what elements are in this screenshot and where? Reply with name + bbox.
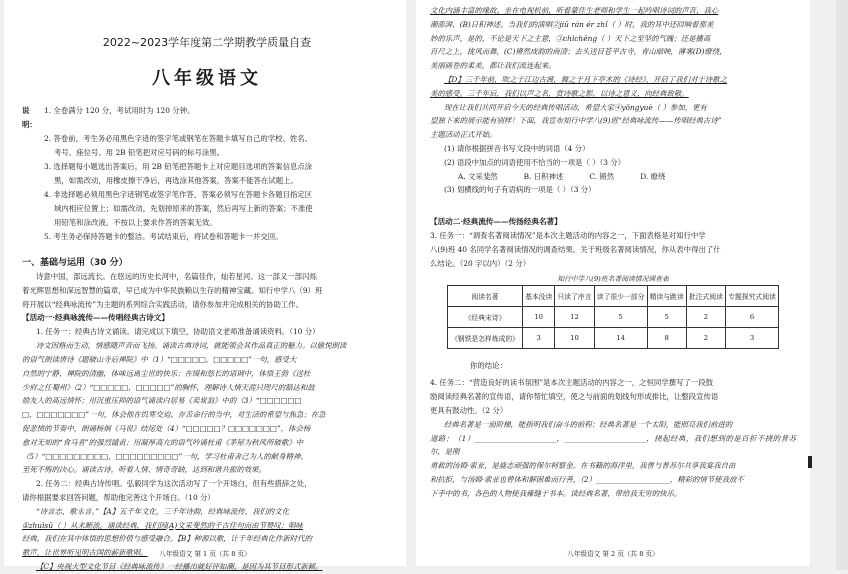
- task-2-line: 2. 任务二：经典古诗传唱。弘毅同学为这次活动写了一个开场白，但有些措辞之处，: [36, 479, 312, 489]
- task-1-line: 的语气朗读唐诗《题破山寺后禅院》中（1）“□□□□□，□□□□□”一句，感受大: [22, 354, 297, 364]
- passage-line: 妙的乐声，是的，不论是天下之主意，③chìchěng（ ）天下之至坚的气魄；还是播高: [430, 33, 711, 43]
- survey-table: [447, 285, 779, 349]
- note-line: 2. 答卷前，考生务必用黑色字迹的签字笔或钢笔在答题卡填写自己的学校、姓名、: [44, 134, 313, 143]
- table-header-cell: 读了很少一部分: [594, 285, 647, 306]
- note-line: 考号、座位号。用 2B 铅笔把对应号码的标号涂黑。: [54, 148, 225, 157]
- table-cell: 《钢铁是怎样炼成的》: [448, 327, 523, 348]
- table-cell: 3: [523, 327, 555, 348]
- note-line: 黑，如需改动，用橡皮擦干净后，再选涂其他答案，答案不能答在试题上。: [54, 176, 298, 185]
- answer-options: [430, 170, 796, 184]
- table-header-cell: 专题探究式阅读: [726, 285, 779, 306]
- note-line: 域内相应位置上；如需改动，先划掉原来的答案，然后再写上新的答案；不准使: [54, 204, 313, 213]
- task-4-body-line: 和抗拒，与汤姆·索亚也曾体和解困难而行善，（2）____________________，精彩的情节使我放不: [430, 474, 744, 484]
- table-caption: 知行中学八(9)班名著阅读情况调查表: [557, 274, 669, 283]
- table-cell: 5: [647, 306, 686, 327]
- table-header-row: [448, 285, 779, 306]
- exam-page-1: [4, 0, 406, 571]
- note-line: 用铅笔和涂改液。不按以上要求作答的答案无效。: [54, 218, 217, 227]
- quote-line: “诗言志，歌永言。”【A】五千年文化，三千年诗韵，经典咏流传，我们的文化: [36, 506, 290, 516]
- exam-page-2: [416, 0, 810, 566]
- task-4-body-line: 下手中的书，各色的人物使我雍缝于书本。读经典名著，带给我无穷的快乐。: [430, 488, 682, 498]
- quote-line: 【C】央视大型文化节目《经典咏流传》一经播出就好评如潮，是因为其节目形式新颖。: [36, 561, 323, 571]
- passage-line: 百尺之上，拢风而舞，(C)锵然成韵的商清；去头送目苍平古寺，青山暗映，薄雾(D)缭绕，: [430, 47, 727, 57]
- table-cell: 8: [647, 327, 686, 348]
- passage-line: 【D】三千年前，吹之于江边古渡，舞之于月下亭木的《诗经》，开启了我们对于诗歌之: [444, 74, 728, 84]
- question-line: (3) 划横线的句子有语病的一项是（ ）（3 分）: [444, 185, 596, 195]
- section-title: 一、基础与运用（30 分）: [22, 258, 128, 268]
- option-d: D. 缭绕: [640, 171, 666, 181]
- vertical-scrollbar[interactable]: [836, 0, 848, 570]
- question-line: (1) 请你根据拼音书写文段中的词语（4 分）: [444, 143, 590, 153]
- task-4-line: 4. 任务二：“营造良好的读书氛围”是本次主题活动的内容之一，之恒同学撰写了一段鼓: [430, 378, 714, 388]
- task-4-body-line: 经典名著是一扇阶梯，能指明我们奋斗的前程；经典名著是一个太阳，能照亮我们前进的: [444, 419, 733, 429]
- instructions-label: 说明：: [22, 106, 37, 129]
- exam-title: 八年级语文: [152, 68, 262, 89]
- note-line: 3. 选择题每小题选出答案后，用 2B 铅笔把答题卡上对应题目选项的答案信息点涂: [44, 162, 313, 171]
- passage-line: 文化内涵丰富的缘故。坐在电视机前，听着蒙佳生老师和学生一起吟唱诗词的声音，我心: [430, 6, 719, 15]
- activity-2-heading: 【活动二·经典流传——传扬经典名著】: [430, 217, 562, 227]
- exam-instructions: [22, 104, 392, 244]
- task-1-line: 励友人的高远情怀；用沉重压抑的语气诵读白居易《卖炭翁》中的（3）“□□□□□□: [22, 396, 302, 406]
- table-cell: 14: [594, 327, 647, 348]
- conclusion-label: 你的结论：: [470, 360, 507, 370]
- table-row: [448, 327, 779, 348]
- table-header-cell: 批注式阅读: [686, 285, 725, 306]
- scroll-marker[interactable]: [808, 456, 812, 468]
- task-1-line: 促悲愤的节奏中，朗诵杨炯《马说》结尾处（4）“□□□□□？□□□□□□□”，体会杨: [22, 423, 311, 433]
- passage-line: 望独下来的展示能有别样！下面，我宣布知行中学八(9)班“经典咏流传——传唱经典古诗”: [430, 116, 722, 126]
- task-1-heading: 1. 任务一：经典古诗文诵读。请完成以下填空，协助语文老师准备诵读资料。（10 分）: [36, 327, 320, 337]
- task-1-line: □，□□□□□□□”一句，体会他在饥寒交迫、存苦命行的当中，对生活的希望与焦急；在急: [22, 410, 326, 420]
- passage-line: 现在让我们共同开启今天的经典传唱活动，希望大家④yǒngyuè（ ）参加，更有: [444, 102, 707, 112]
- option-b: B. 日积神述: [523, 171, 564, 181]
- table-cell: 《经典宋诗》: [448, 306, 523, 327]
- task-1-line: （5）“□□□□□□□□□，□□□□□□□□□”一句，学习杜甫舍己为人的献身精神、: [22, 451, 308, 461]
- note-line: 4. 非选择题必须用黑色字迹钢笔或签字笔作答，答案必须写在答题卡各题目指定区: [44, 190, 313, 199]
- table-header-cell: 阅读名著: [448, 285, 523, 306]
- table-cell: 3: [726, 327, 779, 348]
- table-row: [448, 306, 779, 327]
- table-cell: 12: [555, 306, 594, 327]
- task-1-line: 自然的宁静、禅院的清幽，体味远离尘世的快乐；在缓和悠长的语调中，体悟王勃《送杜: [22, 368, 311, 378]
- passage-line: 美丽画卷的柔美，都让我们流连起来。: [430, 61, 556, 71]
- task-4-body-line: 道路；（1）______________________，______________________，挠起经典，我们想到的是百折不挠的普苏尔，是刚: [430, 433, 796, 457]
- table-header-cell: 只读了序言: [555, 285, 594, 306]
- quote-line: 歌声，让世界听见明古国的薪新歌唱。: [22, 548, 148, 558]
- task-1-line: 愈对无知的“食马者”的强烈谴责；用凝厚高亢的语气吟诵杜甫《茅屋为秋风所破歌》中: [22, 437, 304, 447]
- table-header-cell: 基本没读: [523, 285, 555, 306]
- task-4-line: 励阅读经典名著的宣传语，请你帮忙填空，使之与前面的划线句形成排比，让整段宣传语: [430, 392, 719, 402]
- table-cell: 10: [555, 327, 594, 348]
- task-3-line: 么结论。（20 字以内）（2 分）: [430, 258, 531, 268]
- task-3-line: 3. 任务一：“调查名著阅读情况”是本次主题活动的内容之一，下面表格是对知行中学: [430, 231, 706, 241]
- table-cell: 10: [523, 306, 555, 327]
- activity-1-heading: 【活动一·经典咏流传——传唱经典古诗文】: [22, 313, 169, 323]
- exam-subtitle: 2022~2023学年度第二学期教学质量自查: [102, 36, 312, 49]
- task-2-line: 请你根据要求回答问题，帮助他完善这个开场白。（10 分）: [22, 492, 215, 502]
- task-1-line: 少府之任蜀州》（2）“□□□□□，□□□□□”的胸怀，理解诗人情天涯只咫尺的豁达和鼓: [22, 382, 315, 392]
- table-cell: 6: [726, 306, 779, 327]
- task-4-body-line: 勇救的汤姆·索亚，是鹿志顽强的保尔柯察金。在书籍的海洋里，我曾与普苏尔共享我宴我自由: [430, 461, 736, 471]
- passage-line: 美的感受。三千年后，我们以声之名，赏诗歌之影，以诗之意义，向经典致敬。: [430, 88, 689, 98]
- page-footer: 八年级语文 第 1 页（共 8 页）: [159, 550, 251, 558]
- passage-line: 主题活动正式开始。: [430, 130, 497, 140]
- intro-line: 将开展以“经典咏流传”为主题的系列综合实践活动，请你参加并完成相关的协助工作。: [22, 299, 304, 309]
- task-4-line: 更具有鼓动性。（2 分）: [430, 405, 508, 415]
- table-cell: 2: [686, 327, 725, 348]
- intro-line: 诗意中国，部远流长。在悠远的历史长河中，名篇佳作，灿若星河。这一部又一部闪烁: [36, 272, 317, 281]
- intro-line: 着光辉思想和深远智慧的篇章，早已成为中华民族赖以生存的精神宝藏。知行中学八（9）班: [22, 285, 323, 295]
- note-line: 1. 全卷满分 120 分，考试用时为 120 分钟。: [44, 106, 195, 115]
- page-footer: 八年级语文 第 2 页（共 8 页）: [567, 550, 659, 558]
- option-c: C. 锵然: [589, 171, 615, 181]
- task-1-line: 诗文因格而生动，情感随声音而飞扬。诵读古典诗词，就能领会其作品真正的魅力。以偷悦朗读: [36, 341, 347, 351]
- table-header-cell: 精读与跳读: [647, 285, 686, 306]
- note-line: 5. 考生务必保持答题卡的整洁。考试结束后，将试卷和答题卡一并交回。: [44, 232, 283, 241]
- quote-line: ①zhuìsū（ ）从未断流。诵读经典，我们因(A)文采斐然的千古佳句而由节赞叹；唱咏: [22, 520, 303, 530]
- task-1-line: 至死不悔的决心。诵读古诗，听着人情、情奇奇缺，达到和谐共振的效果。: [22, 465, 266, 475]
- table-cell: 2: [686, 306, 725, 327]
- task-3-line: 八(9)班 40 名同学名著阅读情况的调查结果。关于班级名著阅读情况，你从表中得出了什: [430, 244, 721, 254]
- passage-line: 潮澎湃，(B)日积神述。当我们的演唱②jiū rán ér zhǐ（ ）时，我的耳中还回响着那美: [430, 19, 714, 29]
- question-line: (2) 语段中加点的词语使用不恰当的一项是（ ）（3 分）: [444, 157, 626, 167]
- table-cell: 5: [594, 306, 647, 327]
- option-a: A. 文采斐然: [458, 171, 498, 181]
- quote-line: 经典，我们在其中体悟的思想价值与感受融合。【B】种源以歌，让千年经典化作新时代的: [22, 534, 312, 544]
